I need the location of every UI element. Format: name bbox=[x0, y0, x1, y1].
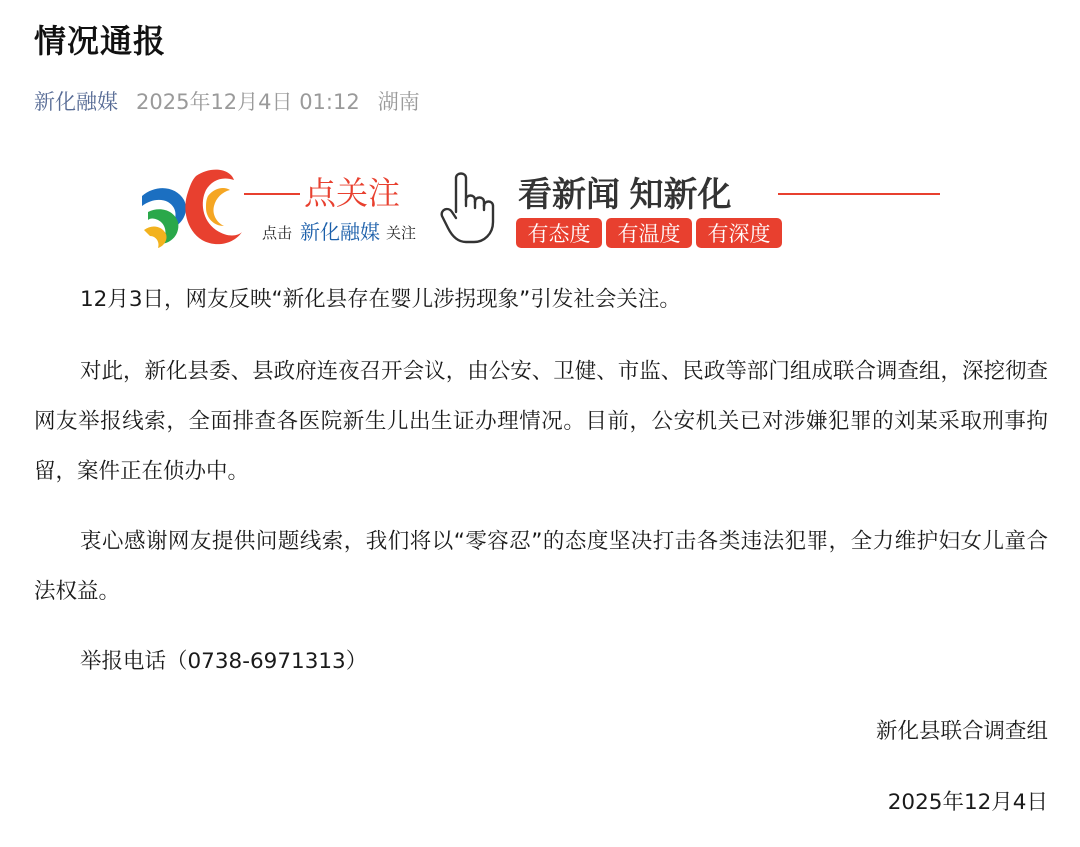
source-account-link[interactable]: 新化融媒 bbox=[34, 90, 118, 114]
banner-tag-2 bbox=[606, 218, 692, 248]
signature-organization: 新化县联合调查组 bbox=[875, 719, 1048, 744]
follow-banner[interactable] bbox=[138, 160, 944, 252]
banner-cta-click: 点击 bbox=[262, 225, 293, 242]
logo-icon bbox=[142, 170, 242, 248]
svg-text:有态度: 有态度 bbox=[527, 223, 591, 246]
publish-location: 湖南 bbox=[377, 90, 420, 114]
banner-tag-1 bbox=[516, 218, 602, 248]
svg-text:有温度: 有温度 bbox=[617, 223, 681, 246]
body-paragraph-2: 对此，新化县委、县政府连夜召开会议，由公安、卫健、市监、民政等部门组成联合调查组，深挖彻查网友举报线索，全面排查各医院新生儿出生证办理情况。目前，公安机关已对涉嫌犯罪的刘某采取刑事拘留，案件正在侦办中。 bbox=[34, 359, 1048, 484]
banner-cta-main: 点关注 bbox=[304, 175, 401, 211]
banner-tag-3 bbox=[696, 218, 782, 248]
article-meta bbox=[34, 86, 420, 116]
signature-date: 2025年12月4日 bbox=[887, 790, 1048, 815]
banner-slogan: 看新闻 知新化 bbox=[518, 176, 732, 214]
banner-cta-brand: 新化融媒 bbox=[300, 222, 380, 244]
publish-datetime: 2025年12月4日 01:12 bbox=[136, 90, 360, 114]
article-title: 情况通报 bbox=[34, 22, 167, 60]
report-hotline: 举报电话（0738-6971313） bbox=[80, 649, 368, 674]
pointing-hand-icon bbox=[442, 174, 493, 243]
svg-text:有深度: 有深度 bbox=[707, 223, 771, 246]
body-paragraph-3: 衷心感谢网友提供问题线索，我们将以“零容忍”的态度坚决打击各类违法犯罪，全力维护妇女儿童合法权益。 bbox=[34, 529, 1048, 604]
body-paragraph-1: 12月3日，网友反映“新化县存在婴儿涉拐现象”引发社会关注。 bbox=[80, 287, 681, 312]
banner-cta-follow: 关注 bbox=[386, 225, 417, 242]
